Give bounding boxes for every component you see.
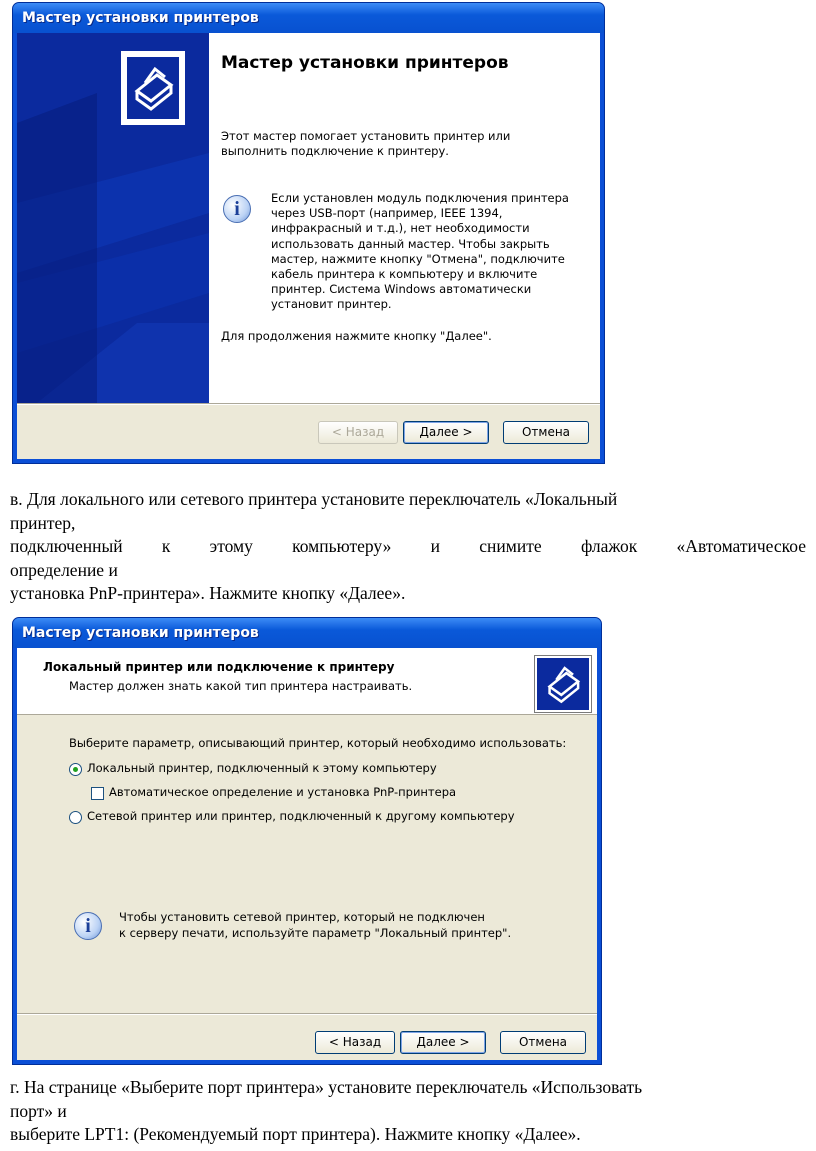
cancel-button[interactable]: Отмена	[500, 1031, 586, 1054]
back-button[interactable]: < Назад	[318, 421, 398, 444]
prompt-text: Выберите параметр, описывающий принтер, который необходимо использовать:	[69, 736, 567, 750]
wizard-heading: Мастер установки принтеров	[221, 53, 509, 73]
printer-icon	[535, 656, 591, 712]
info-text-line: Чтобы установить сетевой принтер, который не подключен	[119, 910, 485, 924]
cancel-button[interactable]: Отмена	[503, 421, 589, 444]
header-subtitle: Мастер должен знать какой тип принтера настраивать.	[69, 679, 413, 693]
radio-network-printer[interactable]	[69, 811, 82, 824]
text-line: подключенный к этому компьютеру» и снимите флажок «Автоматическое	[10, 536, 806, 556]
wizard-welcome-window	[12, 2, 605, 464]
checkbox-pnp[interactable]	[91, 787, 104, 800]
printer-icon	[121, 51, 185, 125]
wizard-client-area	[17, 33, 600, 459]
info-text-line: к серверу печати, используйте параметр "Локальный принтер".	[119, 926, 512, 940]
option-local-label[interactable]: Локальный принтер, подключенный к этому компьютеру	[87, 761, 437, 775]
wizard-continue-text: Для продолжения нажмите кнопку "Далее".	[221, 329, 492, 343]
info-icon: i	[74, 912, 102, 940]
text-line: установка PnP-принтера». Нажмите кнопку «Далее».	[10, 583, 406, 603]
button-divider	[17, 1013, 597, 1015]
window-title: Мастер установки принтеров	[13, 618, 601, 648]
text-line: определение и	[10, 559, 118, 580]
text-line: порт» и	[10, 1100, 67, 1121]
wizard-printer-type-window	[12, 617, 602, 1065]
back-button[interactable]: < Назад	[315, 1031, 395, 1054]
wizard-client-area	[17, 648, 597, 1060]
button-divider	[17, 403, 600, 405]
next-button[interactable]: Далее >	[403, 421, 489, 444]
text-line: в. Для локального или сетевого принтера установите переключатель «Локальный	[10, 489, 618, 509]
radio-local-printer[interactable]	[69, 763, 82, 776]
wizard-header	[17, 648, 597, 715]
window-title: Мастер установки принтеров	[13, 3, 604, 33]
instruction-paragraph-g	[10, 1076, 806, 1147]
wizard-info-text: Если установлен модуль подключения принтера через USB-порт (например, IEEE 1394, инфракрасный и т.д.), нет необходимости использовать данный мастер. Чтобы закрыть мастер, нажмите кнопку "Отмена", подключите кабель принтера к компьютеру и включите принтер. Система Windows автоматически установит принтер.	[271, 191, 569, 312]
instruction-paragraph-v	[10, 488, 806, 606]
wizard-side-banner	[17, 33, 209, 403]
text-line: г. На странице «Выберите порт принтера» установите переключатель «Использовать	[10, 1077, 643, 1097]
option-pnp-label[interactable]: Автоматическое определение и установка PnP-принтера	[109, 785, 457, 799]
next-button[interactable]: Далее >	[400, 1031, 486, 1054]
header-title: Локальный принтер или подключение к принтеру	[43, 660, 395, 674]
wizard-intro-text: Этот мастер помогает установить принтер или выполнить подключение к принтеру.	[221, 129, 511, 158]
text-line: принтер,	[10, 512, 76, 533]
wizard-content	[209, 33, 600, 403]
info-icon: i	[223, 195, 251, 223]
option-network-label[interactable]: Сетевой принтер или принтер, подключенный к другому компьютеру	[87, 809, 515, 823]
text-line: выберите LPT1: (Рекомендуемый порт принтера). Нажмите кнопку «Далее».	[10, 1124, 581, 1144]
